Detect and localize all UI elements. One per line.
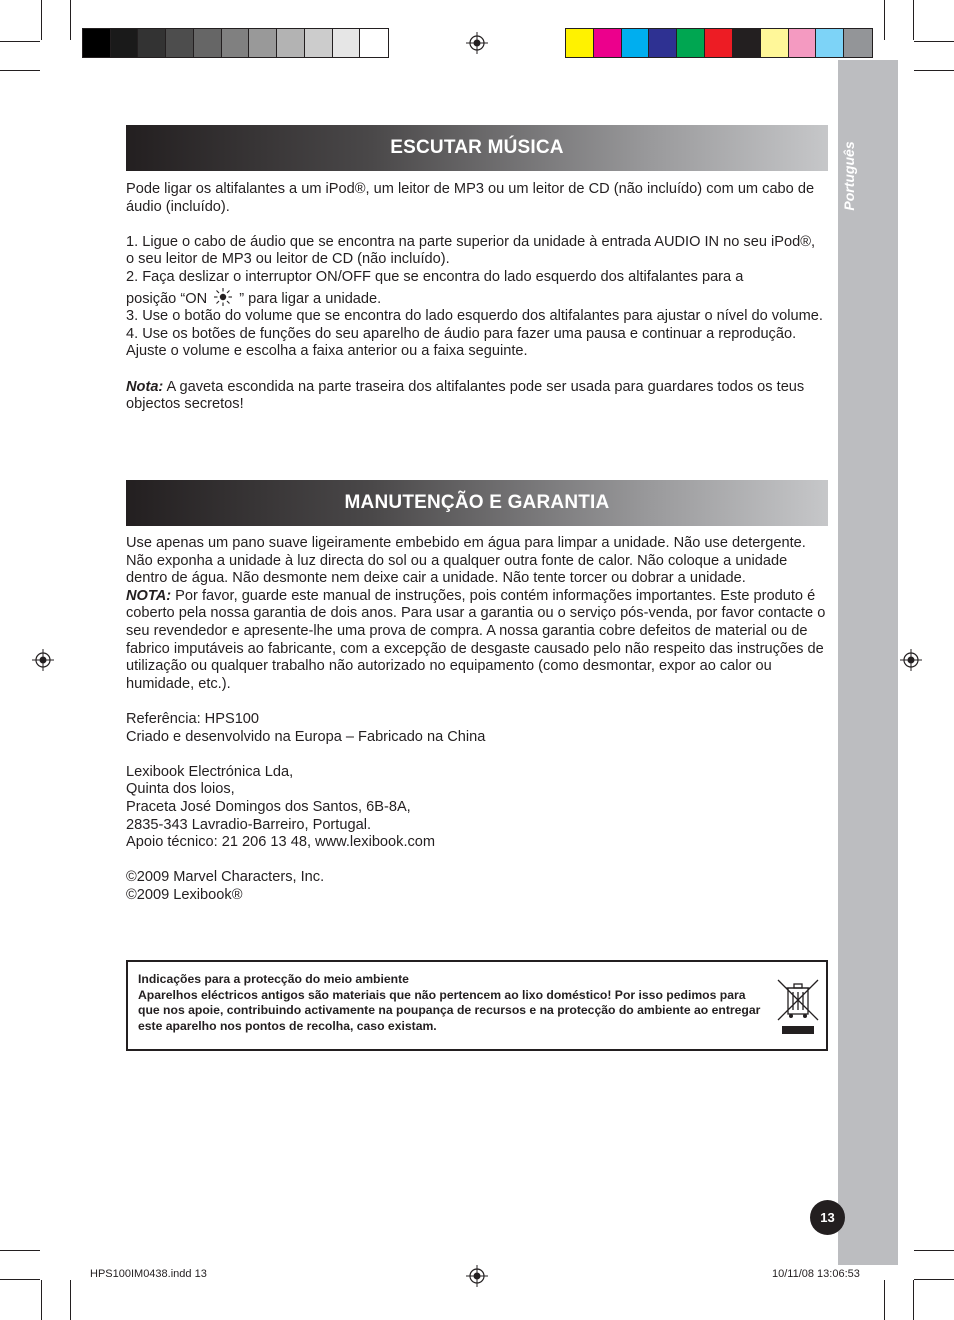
copyright-line: ©2009 Lexibook® <box>126 886 243 903</box>
color-swatch <box>705 29 733 57</box>
color-swatch <box>277 29 305 57</box>
intro-text: Pode ligar os altifalantes a um iPod®, um leitor de MP3 ou um leitor de CD (não incluído) com um cabo de áudio (incluído). <box>126 181 815 215</box>
section-title: ESCUTAR MÚSICA <box>390 137 564 158</box>
step-2-line-2 <box>126 287 826 309</box>
color-swatch <box>222 29 250 57</box>
color-swatch <box>360 29 388 57</box>
color-swatch <box>733 29 761 57</box>
note-text: A gaveta escondida na parte traseira dos altifalantes pode ser usada para guardares todos os teus objectos secretos! <box>126 378 805 413</box>
address-line: Praceta José Domingos dos Santos, 6B-8A, <box>126 798 411 815</box>
section-banner-manutencao-garantia <box>126 480 828 526</box>
color-swatch <box>649 29 677 57</box>
color-swatch <box>138 29 166 57</box>
warranty-note <box>126 588 826 694</box>
environment-notice <box>126 960 828 1051</box>
section-title: MANUTENÇÃO E GARANTIA <box>344 492 610 513</box>
care-text: Use apenas um pano suave ligeiramente embebido em água para limpar a unidade. Não use detergente. Não exponha a unidade à luz directa do sol ou a qualquer outra fonte de calor. Não coloque a unidade dentro de água. Não desmonte nem deixe cair a unidade. Não tente torcer ou dobrar a unidade. <box>126 535 806 587</box>
color-swatch <box>166 29 194 57</box>
color-swatch <box>566 29 594 57</box>
step-2-line-1: 2. Faça deslizar o interruptor ON/OFF que se encontra do lado esquerdo dos altifalantes para a <box>126 268 744 285</box>
language-label: Português <box>841 141 857 211</box>
registration-mark-icon <box>466 32 488 54</box>
nota-label: NOTA: <box>126 587 172 604</box>
color-swatch <box>594 29 622 57</box>
color-swatch <box>789 29 817 57</box>
step-2-text-a: posição “ON <box>126 290 208 307</box>
nota-text: Por favor, guarde este manual de instruções, pois contém informações importantes. Este produto é coberto pela nossa garantia de dois anos. Para usar a garantia ou o serviço pós-venda, por favor contacte o seu revendedor e apresente-lhe uma prova de compra. A nossa garantia cobre defeitos de material ou de fabrico imputáveis ao fabricante, com a excepção de desgaste causado pelo não respeito das instruções de utilização ou qualquer trabalho não autorizado no equipamento (como desmontar, expor ao calor ou humidade, etc.). <box>126 587 826 692</box>
registration-mark-icon <box>466 1265 488 1287</box>
origin: Criado e desenvolvido na Europa – Fabricado na China <box>126 728 486 745</box>
step-1: 1. Ligue o cabo de áudio que se encontra na parte superior da unidade à entrada AUDIO IN no seu iPod®, o seu leitor de MP3 ou leitor de CD (não incluído). <box>126 233 816 268</box>
step-4: 4. Use os botões de funções do seu aparelho de áudio para fazer uma pausa e continuar a reprodução. Ajuste o volume e escolha a faixa anterior ou a faixa seguinte. <box>126 325 797 360</box>
color-swatch <box>111 29 139 57</box>
reference: Referência: HPS100 <box>126 710 260 727</box>
grayscale-bar <box>82 28 389 58</box>
address-line: 2835-343 Lavradio-Barreiro, Portugal. <box>126 816 371 833</box>
page-number: 13 <box>810 1200 845 1235</box>
section-banner-escutar-musica <box>126 125 828 171</box>
step-2-text-b: ” para ligar a unidade. <box>239 290 382 307</box>
registration-mark-icon <box>900 649 922 671</box>
color-swatch <box>816 29 844 57</box>
address-line: Quinta dos loios, <box>126 781 235 798</box>
color-swatch <box>305 29 333 57</box>
footer-file: HPS100IM0438.indd 13 <box>90 1268 207 1280</box>
footer-datetime: 10/11/08 13:06:53 <box>772 1268 860 1280</box>
environment-title: Indicações para a protecção do meio ambiente <box>138 972 409 986</box>
copyright-line: ©2009 Marvel Characters, Inc. <box>126 869 325 886</box>
step-3: 3. Use o botão do volume que se encontra do lado esquerdo dos altifalantes para ajustar o nível do volume. <box>126 308 823 325</box>
section-body-escutar-musica <box>126 181 826 414</box>
color-swatch <box>333 29 361 57</box>
color-swatch <box>622 29 650 57</box>
language-sidebar <box>838 60 898 1265</box>
address-line: Lexibook Electrónica Lda, <box>126 763 294 780</box>
environment-text: Aparelhos eléctricos antigos são materiais que não pertencem ao lixo doméstico! Por isso pedimos para que nos apoie, contribuindo activamente na poupança de recursos e na protecção do ambiente ao entregar este aparelho nos pontos de recolha, caso existam. <box>138 987 761 1033</box>
color-swatch <box>194 29 222 57</box>
support-line: Apoio técnico: 21 206 13 48, www.lexibook.com <box>126 834 436 851</box>
color-swatch <box>249 29 277 57</box>
color-swatch <box>83 29 111 57</box>
crossed-bin-icon <box>776 978 820 1036</box>
language-tab <box>834 141 866 211</box>
color-bar <box>565 28 873 58</box>
color-swatch <box>677 29 705 57</box>
color-swatch <box>844 29 872 57</box>
note-label: Nota: <box>126 378 164 395</box>
note <box>126 379 826 414</box>
color-swatch <box>761 29 789 57</box>
section-body-manutencao-garantia <box>126 535 826 904</box>
sun-icon <box>212 287 234 307</box>
registration-mark-icon <box>32 649 54 671</box>
